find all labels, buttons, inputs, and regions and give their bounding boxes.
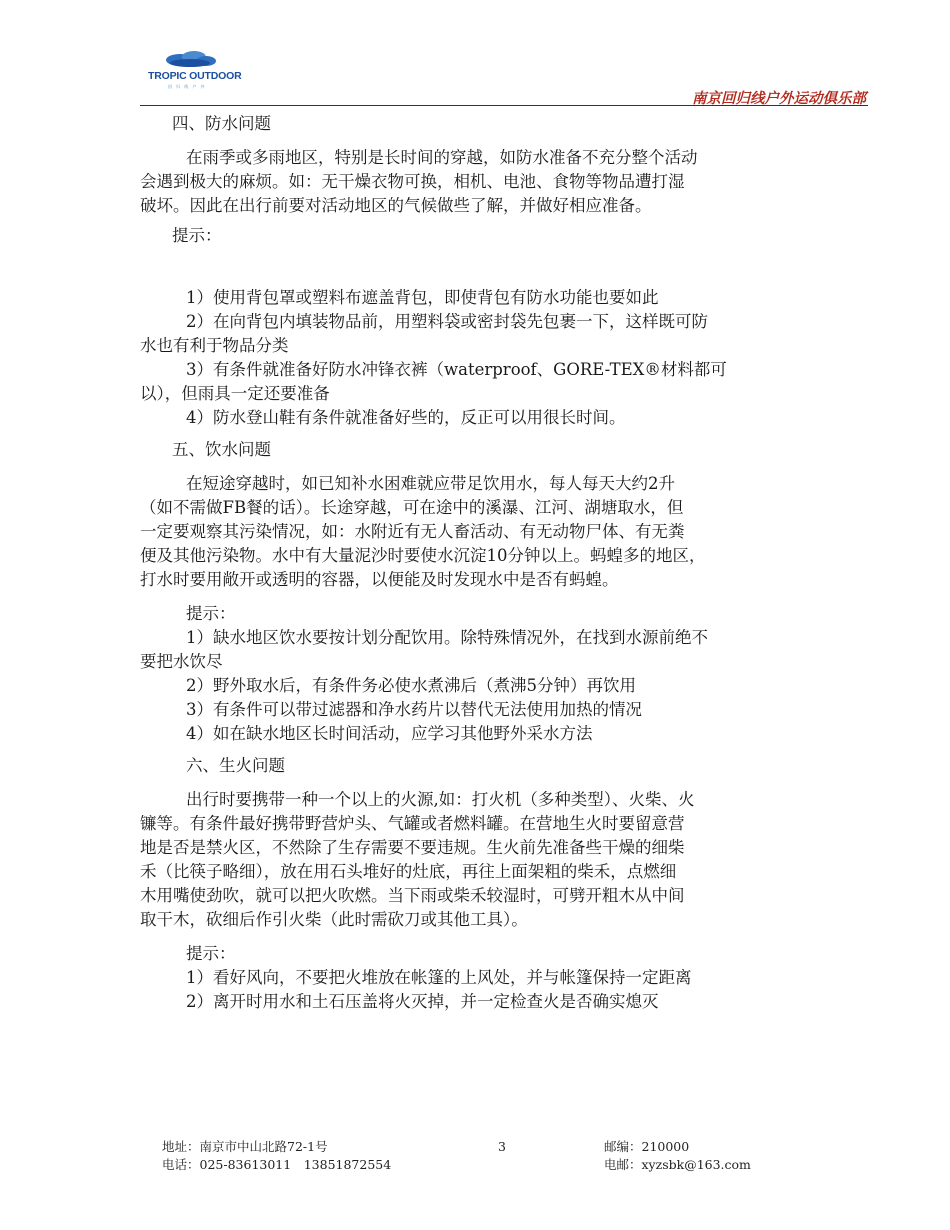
footer-email: 电邮：xyzsbk@163.com xyxy=(604,1157,751,1172)
document-body xyxy=(140,110,880,1014)
page-header xyxy=(0,0,950,110)
text-line: 以），但雨具一定还要准备 xyxy=(140,384,330,403)
text-line: 2）野外取水后，有条件务必使水煮沸后（煮沸5分钟）再饮用 xyxy=(186,676,636,695)
text-line: 2）离开时用水和土石压盖将火灭掉，并一定检查火是否确实熄灭 xyxy=(186,992,659,1011)
text-line: 破坏。因此在出行前要对活动地区的气候做些了解，并做好相应准备。 xyxy=(140,196,652,215)
text-line: 禾（比筷子略细），放在用石头堆好的灶底，再往上面架粗的柴禾，点燃细 xyxy=(140,862,677,881)
text-line: 1）缺水地区饮水要按计划分配饮用。除特殊情况外，在找到水源前绝不 xyxy=(186,628,708,647)
text-line: 出行时要携带一种一个以上的火源,如：打火机（多种类型）、火柴、火 xyxy=(186,790,695,809)
text-line: 取干木，砍细后作引火柴（此时需砍刀或其他工具）。 xyxy=(140,910,528,929)
logo-subtext: 回 归 线 户 外 xyxy=(168,84,206,89)
text-line: 打水时要用敞开或透明的容器，以便能及时发现水中是否有蚂蝗。 xyxy=(140,570,619,589)
text-line: 提示： xyxy=(186,944,236,963)
text-line: 四、防水问题 xyxy=(172,114,271,133)
page-number: 3 xyxy=(498,1139,506,1154)
text-line: 要把水饮尽 xyxy=(140,652,223,671)
text-line: （如不需做FB餐的话）。长途穿越，可在途中的溪瀑、江河、湖塘取水，但 xyxy=(140,498,684,517)
text-line: 1）使用背包罩或塑料布遮盖背包，即使背包有防水功能也要如此 xyxy=(186,288,659,307)
text-line: 会遇到极大的麻烦。如：无干燥衣物可换，相机、电池、食物等物品遭打湿 xyxy=(140,172,685,191)
text-line: 五、饮水问题 xyxy=(172,440,271,459)
text-line: 3）有条件就准备好防水冲锋衣裤（waterproof、GORE-TEX®材料都可 xyxy=(186,360,727,379)
footer-contact xyxy=(162,1138,391,1174)
text-line: 提示： xyxy=(186,604,236,623)
text-line: 在雨季或多雨地区，特别是长时间的穿越，如防水准备不充分整个活动 xyxy=(186,148,698,167)
header-divider xyxy=(140,105,868,106)
text-line: 2）在向背包内填装物品前，用塑料袋或密封袋先包裹一下，这样既可防 xyxy=(186,312,708,331)
page-footer xyxy=(0,1138,950,1178)
text-line: 木用嘴使劲吹，就可以把火吹燃。当下雨或柴禾较湿时，可劈开粗木从中间 xyxy=(140,886,685,905)
text-line: 六、生火问题 xyxy=(186,756,285,775)
footer-postal xyxy=(604,1138,751,1174)
text-line: 地是否是禁火区，不然除了生存需要不要违规。生火前先准备些干燥的细柴 xyxy=(140,838,685,857)
text-line: 提示： xyxy=(172,226,222,245)
text-line: 镰等。有条件最好携带野营炉头、气罐或者燃料罐。在营地生火时要留意营 xyxy=(140,814,685,833)
text-line: 4）防水登山鞋有条件就准备好些的，反正可以用很长时间。 xyxy=(186,408,626,427)
club-name: 南京回归线户外运动俱乐部 xyxy=(692,91,866,107)
footer-address: 地址：南京市中山北路72-1号 xyxy=(162,1139,328,1154)
club-logo xyxy=(146,50,246,94)
text-line: 3）有条件可以带过滤器和净水药片以替代无法使用加热的情况 xyxy=(186,700,642,719)
text-line: 便及其他污染物。水中有大量泥沙时要使水沉淀10分钟以上。蚂蝗多的地区， xyxy=(140,546,706,565)
text-line: 在短途穿越时，如已知补水困难就应带足饮用水，每人每天大约2升 xyxy=(186,474,675,493)
logo-text: TROPIC OUTDOOR xyxy=(148,70,242,82)
text-line: 4）如在缺水地区长时间活动，应学习其他野外采水方法 xyxy=(186,724,593,743)
text-line: 1）看好风向，不要把火堆放在帐篷的上风处，并与帐篷保持一定距离 xyxy=(186,968,692,987)
text-line: 水也有利于物品分类 xyxy=(140,336,289,355)
footer-postcode: 邮编：210000 xyxy=(604,1139,690,1154)
footer-phone: 电话：025-83613011 13851872554 xyxy=(162,1157,392,1172)
cloud-logo-icon xyxy=(160,50,220,68)
text-line: 一定要观察其污染情况，如：水附近有无人畜活动、有无动物尸体、有无粪 xyxy=(140,522,685,541)
